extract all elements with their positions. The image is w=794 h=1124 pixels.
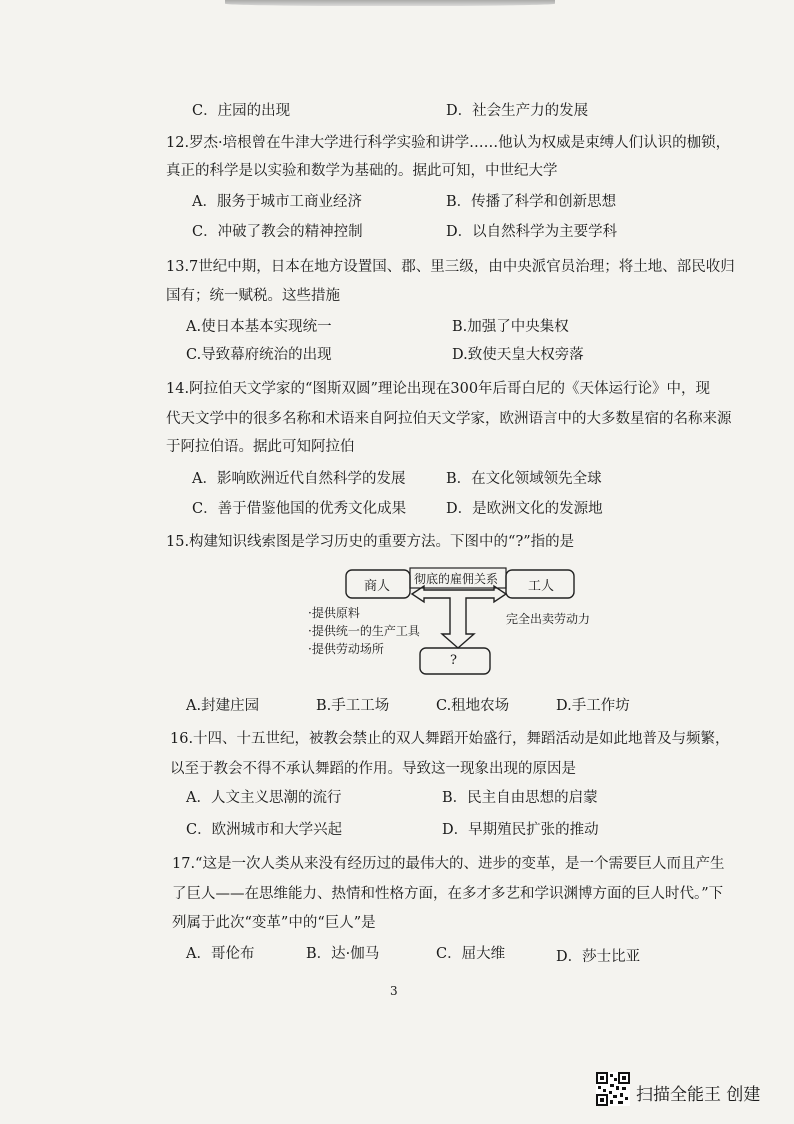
q14-stem-line3: 于阿拉伯语。据此可知阿拉伯 bbox=[166, 439, 355, 455]
provide-workplace: ·提供劳动场所 bbox=[308, 642, 384, 656]
q12-stem-line1: 12.罗杰·培根曾在牛津大学进行科学实验和讲学……他认为权威是束缚人们认识的枷锁， bbox=[166, 135, 731, 151]
q17-option-a: A．哥伦布 bbox=[186, 946, 255, 962]
provide-raw-materials: ·提供原料 bbox=[308, 606, 360, 620]
relation-label: 彻底的雇佣关系 bbox=[414, 572, 499, 586]
q13-option-c: C.导致幕府统治的出现 bbox=[186, 347, 332, 363]
sell-labor-label: 完全出卖劳动力 bbox=[506, 612, 591, 626]
provide-tools: ·提供统一的生产工具 bbox=[308, 624, 420, 638]
q16-option-a: A．人文主义思潮的流行 bbox=[186, 790, 342, 806]
q13-option-d: D.致使天皇大权旁落 bbox=[452, 347, 584, 363]
q16-stem-line1: 16.十四、十五世纪，被教会禁止的双人舞蹈开始盛行，舞蹈活动是如此地普及与频繁， bbox=[170, 731, 730, 747]
q16-option-d: D．早期殖民扩张的推动 bbox=[442, 822, 599, 838]
q17-stem-line3: 列属于此次“变革”中的“巨人”是 bbox=[172, 915, 376, 931]
qr-code-icon bbox=[596, 1072, 630, 1106]
q12-option-d: D．以自然科学为主要学科 bbox=[446, 224, 618, 240]
q14-stem-line1: 14.阿拉伯天文学家的“图斯双圆”理论出现在300年后哥白尼的《天体运行论》中，现 bbox=[166, 381, 711, 397]
q13-option-a: A.使日本基本实现统一 bbox=[186, 319, 332, 335]
q13-option-b: B.加强了中央集权 bbox=[452, 319, 569, 335]
q13-stem-line1: 13.7世纪中期，日本在地方设置国、郡、里三级，由中央派官员治理；将土地、部民收归 bbox=[166, 259, 735, 275]
scanner-watermark: 扫描全能王 创建 bbox=[636, 1085, 761, 1105]
q17-option-d: D．莎士比亚 bbox=[556, 949, 641, 965]
q17-stem-line2: 了巨人——在思维能力、热情和性格方面，在多才多艺和学识渊博方面的巨人时代。”下 bbox=[172, 886, 724, 902]
q12-stem-line2: 真正的科学是以实验和数学为基础的。据此可知，中世纪大学 bbox=[166, 163, 558, 179]
q12-option-b: B．传播了科学和创新思想 bbox=[446, 194, 617, 210]
q16-option-b: B．民主自由思想的启蒙 bbox=[442, 790, 598, 806]
q15-option-a: A.封建庄园 bbox=[186, 698, 260, 714]
q14-option-a: A．影响欧洲近代自然科学的发展 bbox=[192, 471, 406, 487]
worker-box: 工人 bbox=[528, 579, 555, 594]
q16-option-c: C．欧洲城市和大学兴起 bbox=[186, 822, 343, 838]
unknown-box: ? bbox=[450, 653, 457, 668]
q12-option-a: A．服务于城市工商业经济 bbox=[192, 194, 362, 210]
q15-option-c: C.租地农场 bbox=[436, 698, 510, 714]
scan-edge-shadow bbox=[225, 0, 555, 6]
q17-stem-line1: 17.“这是一次人类从来没有经历过的最伟大的、进步的变革，是一个需要巨人而且产生 bbox=[172, 856, 725, 872]
knowledge-diagram bbox=[300, 560, 620, 680]
q13-stem-line2: 国有；统一赋税。这些措施 bbox=[166, 288, 340, 304]
page-number: 3 bbox=[390, 984, 398, 998]
option-c-top: C．庄园的出现 bbox=[192, 103, 291, 119]
q17-option-c: C．屈大维 bbox=[436, 946, 506, 962]
q17-option-b: B．达·伽马 bbox=[306, 946, 380, 962]
q15-option-b: B.手工工场 bbox=[316, 698, 390, 714]
q16-stem-line2: 以至于教会不得不承认舞蹈的作用。导致这一现象出现的原因是 bbox=[170, 761, 576, 777]
q14-option-c: C．善于借鉴他国的优秀文化成果 bbox=[192, 501, 407, 517]
q14-option-d: D．是欧洲文化的发源地 bbox=[446, 501, 603, 517]
option-d-top: D．社会生产力的发展 bbox=[446, 103, 589, 119]
q15-stem: 15.构建知识线索图是学习历史的重要方法。下图中的“?”指的是 bbox=[166, 534, 575, 550]
q15-option-d: D.手工作坊 bbox=[556, 698, 630, 714]
merchant-box: 商人 bbox=[364, 579, 391, 594]
q12-option-c: C．冲破了教会的精神控制 bbox=[192, 224, 363, 240]
q14-stem-line2: 代天文学中的很多名称和术语来自阿拉伯天文学家，欧洲语言中的大多数星宿的名称来源 bbox=[166, 411, 732, 427]
q14-option-b: B．在文化领域领先全球 bbox=[446, 471, 602, 487]
